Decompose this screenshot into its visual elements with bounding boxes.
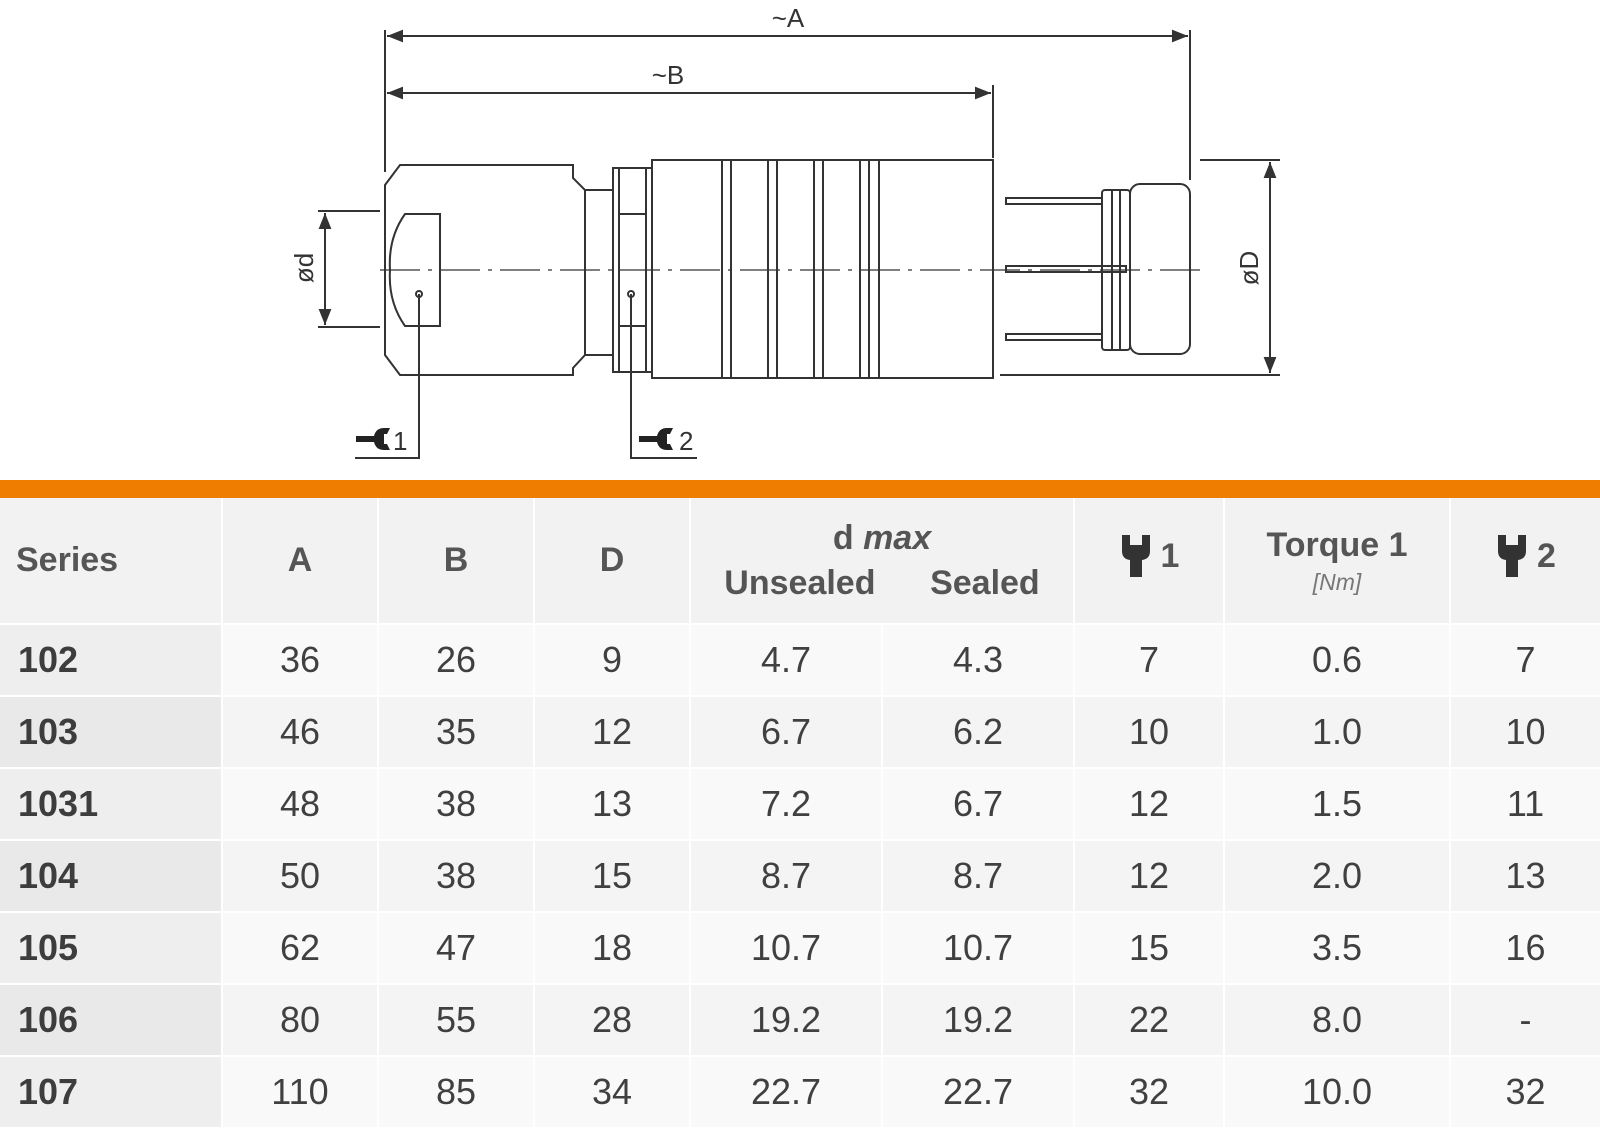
table-row xyxy=(0,624,1600,696)
cell-sealed: 22.7 xyxy=(882,1056,1074,1128)
cell-a: 46 xyxy=(222,696,378,768)
dim-label-b: ~B xyxy=(651,60,685,90)
cell-b: 35 xyxy=(378,696,534,768)
cell-sealed: 19.2 xyxy=(882,984,1074,1056)
cell-unsealed: 19.2 xyxy=(690,984,882,1056)
cell-w1: 32 xyxy=(1074,1056,1224,1128)
cell-w1: 12 xyxy=(1074,840,1224,912)
cell-w2: 32 xyxy=(1450,1056,1600,1128)
cell-series: 104 xyxy=(0,840,222,912)
cell-a: 80 xyxy=(222,984,378,1056)
cell-series: 102 xyxy=(0,624,222,696)
dim-label-d: ød xyxy=(289,252,319,284)
cell-d: 18 xyxy=(534,912,690,984)
cell-sealed: 10.7 xyxy=(882,912,1074,984)
col-header-unsealed: Unsealed xyxy=(724,563,876,602)
cell-sealed: 4.3 xyxy=(882,624,1074,696)
cell-d: 13 xyxy=(534,768,690,840)
cell-torque: 2.0 xyxy=(1224,840,1450,912)
table-header-row xyxy=(0,498,1600,624)
cell-d: 15 xyxy=(534,840,690,912)
cell-w1: 22 xyxy=(1074,984,1224,1056)
cell-b: 55 xyxy=(378,984,534,1056)
wrench-1-label: 1 xyxy=(393,426,408,456)
cell-w2: 11 xyxy=(1450,768,1600,840)
cell-b: 85 xyxy=(378,1056,534,1128)
cell-torque: 8.0 xyxy=(1224,984,1450,1056)
wrench-1-icon xyxy=(356,428,390,450)
col-header-b: B xyxy=(378,498,534,624)
col-header-d: D xyxy=(534,498,690,624)
dmax-prefix: d xyxy=(832,518,854,557)
cell-unsealed: 8.7 xyxy=(690,840,882,912)
cell-torque: 0.6 xyxy=(1224,624,1450,696)
dmax-suffix: max xyxy=(863,518,932,557)
cell-series: 1031 xyxy=(0,768,222,840)
table-row xyxy=(0,696,1600,768)
col-header-wrench2: 2 xyxy=(1450,498,1600,624)
col-header-torque: Torque 1 [Nm] xyxy=(1224,498,1450,624)
cell-a: 36 xyxy=(222,624,378,696)
col-header-series: Series xyxy=(0,498,222,624)
cell-w2: 7 xyxy=(1450,624,1600,696)
cell-a: 48 xyxy=(222,768,378,840)
cell-sealed: 6.2 xyxy=(882,696,1074,768)
dim-label-big-d: øD xyxy=(1234,250,1264,286)
col-header-sealed: Sealed xyxy=(930,563,1040,602)
cell-w1: 7 xyxy=(1074,624,1224,696)
cell-b: 26 xyxy=(378,624,534,696)
cell-series: 106 xyxy=(0,984,222,1056)
wrench-icon xyxy=(1495,533,1529,579)
cell-a: 62 xyxy=(222,912,378,984)
cell-w2: - xyxy=(1450,984,1600,1056)
cell-b: 38 xyxy=(378,840,534,912)
cell-w2: 16 xyxy=(1450,912,1600,984)
cell-series: 107 xyxy=(0,1056,222,1128)
table-row xyxy=(0,768,1600,840)
cell-b: 38 xyxy=(378,768,534,840)
table-row xyxy=(0,1056,1600,1128)
wrench-icon xyxy=(1119,533,1153,579)
cell-torque: 1.5 xyxy=(1224,768,1450,840)
cell-a: 50 xyxy=(222,840,378,912)
cell-d: 28 xyxy=(534,984,690,1056)
cell-sealed: 8.7 xyxy=(882,840,1074,912)
cell-w2: 10 xyxy=(1450,696,1600,768)
cell-unsealed: 10.7 xyxy=(690,912,882,984)
wrench-2-label: 2 xyxy=(679,426,694,456)
table-row xyxy=(0,840,1600,912)
cell-w1: 15 xyxy=(1074,912,1224,984)
cell-series: 105 xyxy=(0,912,222,984)
torque-unit: [Nm] xyxy=(1312,568,1362,595)
cell-sealed: 6.7 xyxy=(882,768,1074,840)
connector-drawing xyxy=(0,0,1600,470)
cell-d: 12 xyxy=(534,696,690,768)
cell-d: 34 xyxy=(534,1056,690,1128)
cell-w1: 12 xyxy=(1074,768,1224,840)
col-header-wrench1: 1 xyxy=(1074,498,1224,624)
cell-unsealed: 6.7 xyxy=(690,696,882,768)
cell-b: 47 xyxy=(378,912,534,984)
rear-cap xyxy=(1130,184,1190,354)
cell-a: 110 xyxy=(222,1056,378,1128)
cell-w1: 10 xyxy=(1074,696,1224,768)
col-header-dmax xyxy=(690,498,1074,624)
cell-torque: 10.0 xyxy=(1224,1056,1450,1128)
cell-torque: 3.5 xyxy=(1224,912,1450,984)
cell-unsealed: 22.7 xyxy=(690,1056,882,1128)
cell-w2: 13 xyxy=(1450,840,1600,912)
col-header-a: A xyxy=(222,498,378,624)
cell-unsealed: 7.2 xyxy=(690,768,882,840)
table-row xyxy=(0,912,1600,984)
spec-table xyxy=(0,498,1600,1129)
cell-unsealed: 4.7 xyxy=(690,624,882,696)
table-row xyxy=(0,984,1600,1056)
wrench-2-icon xyxy=(639,428,673,450)
cell-torque: 1.0 xyxy=(1224,696,1450,768)
cell-d: 9 xyxy=(534,624,690,696)
dim-label-a: ~A xyxy=(771,3,805,33)
table-accent-bar xyxy=(0,480,1600,498)
cell-series: 103 xyxy=(0,696,222,768)
